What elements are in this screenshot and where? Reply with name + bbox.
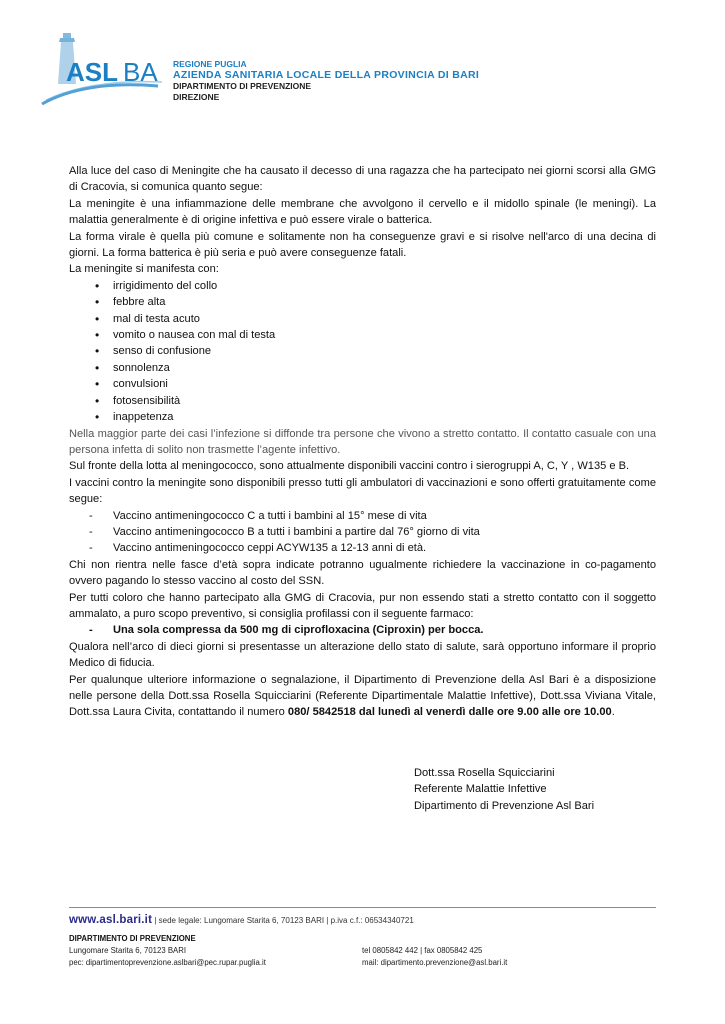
signatory-name: Dott.ssa Rosella Squicciarini [414,767,555,779]
forms-paragraph: La forma virale è quella più comune e solitamente non ha conseguenze gravi e si risolve nell'arco di una decina di giorni. La forma batterica è più seria e può avere conseguenze fatali. [69,230,656,260]
copayment-paragraph: Chi non rientra nelle fasce d’età sopra indicate potranno ugualmente richiedere la vaccinazione in co-pagamento ovvero pagando lo stesso vaccino al costo del SSN. [69,558,656,588]
symptoms-list [69,278,656,426]
transmission-paragraph: Nella maggior parte dei casi l’infezione si diffonde tra persone che vivono a stretto contatto. Il contatto casuale con una persona infetta di solito non trasmette l’agente infettivo. [69,427,656,456]
agency-name: AZIENDA SANITARIA LOCALE DELLA PROVINCIA DI BARI [173,69,480,81]
contact-phone-hours: 080/ 5842518 dal lunedì al venerdì dalle ore 9.00 alle ore 10.00 [287,706,612,719]
vaccines-available-paragraph: Sul fronte della lotta al meningococco, sono attualmente disponibili vaccini contro i sierogruppi A, C, Y , W135 e B. [69,460,630,473]
list-item: • vomito o nausea con mal di testa [69,327,656,343]
legal-info: | sede legale: Lungomare Starita 6, 70123 BARI | p.iva c.f.: 06534340721 [152,916,414,925]
footer-address: Lungomare Starita 6, 70123 BARI [69,946,187,955]
list-item: - Vaccino antimeningococco ceppi ACYW135 a 12-13 anni di età. [69,540,656,556]
list-item: • senso di confusione [69,343,656,359]
list-item: • inappetenza [69,409,656,425]
signatory-role: Referente Malattie Infettive [414,783,547,796]
symptoms-intro: La meningite si manifesta con: [69,263,219,276]
footer-pec-email[interactable]: pec: dipartimentoprevenzione.aslbari@pec.rupar.puglia.it [69,958,266,967]
organization-header [173,59,479,103]
footer-legal-line [69,914,414,926]
list-item: • irrigidimento del collo [69,278,656,294]
definition-paragraph: La meningite è una infiammazione delle membrane che avvolgono il cervello e il midollo spinale (le meningi). La malattia generalmente è di origine infettiva e può essere virale o batterica. [69,197,656,227]
svg-text:BA: BA [123,57,158,87]
contact-text: Per qualunque ulteriore informazione o segnalazione, il Dipartimento di Prevenzione della Asl Bari è a disposizione nelle persone della Dott.ssa Rosella Squicciarini (Referente Dipartimentale Malattie Infettive), Dott.ssa Viviana Vitale, Dott.ssa Laura Civita, contattando il numero [69,673,656,719]
list-item: - Vaccino antimeningococco B a tutti i bambini a partire dal 76° giorno di vita [69,524,656,540]
list-item: • fotosensibilità [69,393,656,409]
lighthouse-logo-icon [40,30,170,108]
list-item: • febbre alta [69,294,656,310]
asl-bari-logo [40,30,170,108]
signatory-department: Dipartimento di Prevenzione Asl Bari [414,799,595,812]
vaccines-offer-paragraph: I vaccini contro la meningite sono disponibili presso tutti gli ambulatori di vaccinazioni e sono offerti gratuitamente come segue: [69,476,656,506]
contact-paragraph [69,672,656,721]
footer-email[interactable]: mail: dipartimento.prevenzione@asl.bari.it [362,958,508,967]
list-item: • mal di testa acuto [69,311,656,327]
list-item: - Vaccino antimeningococco C a tutti i bambini al 15° mese di vita [69,508,656,524]
footer-tel-fax: tel 0805842 442 | fax 0805842 425 [362,946,483,955]
drug-list [69,622,656,638]
drug-item: - Una sola compressa da 500 mg di ciprofloxacina (Ciproxin) per bocca. [69,622,656,638]
signature-block [414,765,594,814]
contact-end: . [611,706,615,719]
doctor-notice-paragraph: Qualora nell’arco di dieci giorni si presentasse un alterazione dello stato di salute, sarà opportuno informare il proprio Medico di fiducia. [69,640,656,670]
website-link[interactable]: www.asl.bari.it [69,914,153,926]
footer-department: DIPARTIMENTO DI PREVENZIONE [69,934,196,943]
list-item: • convulsioni [69,376,656,392]
prophylaxis-paragraph: Per tutti coloro che hanno partecipato alla GMG di Cracovia, pur non essendo stati a stretto contatto con il soggetto ammalato, a puro scopo preventivo, si consiglia profilassi con il seguente farmaco: [69,591,656,620]
region-name: REGIONE PUGLIA [173,59,247,69]
footer-divider [69,907,656,908]
direction-name: DIREZIONE [173,92,220,102]
letter-body [69,163,656,721]
logo-wordmark: ASL [66,57,118,87]
department-name: DIPARTIMENTO DI PREVENZIONE [173,81,312,91]
vaccines-list [69,508,656,557]
intro-paragraph: Alla luce del caso di Meningite che ha causato il decesso di una ragazza che ha partecipato nei giorni scorsi alla GMG di Cracovia, si comunica quanto segue: [69,165,656,194]
list-item: • sonnolenza [69,360,656,376]
